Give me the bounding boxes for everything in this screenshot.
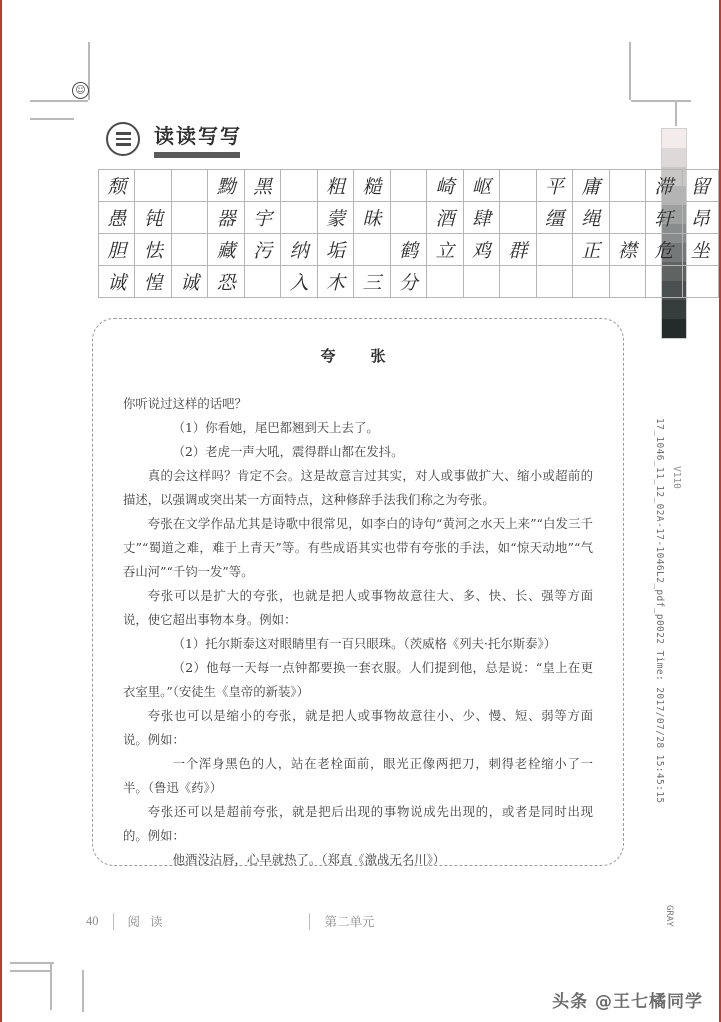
character-cell-empty — [135, 170, 171, 202]
list-lines-circle-icon — [106, 122, 140, 156]
article-paragraph: （1）托尔斯泰这对眼睛里有一百只眼珠。（茨威格《列夫·托尔斯泰》） — [172, 636, 557, 651]
character-cell-empty — [536, 266, 572, 298]
character-cell-empty — [244, 266, 280, 298]
crop-mark-bottom-left-vertical-2 — [82, 970, 84, 1012]
character-cell: 宇 — [244, 202, 280, 234]
article-paragraph: 夸张也可以是缩小的夸张，就是把人或事物故意往小、少、慢、短、弱等方面说。例如： — [123, 708, 593, 747]
character-cell: 污 — [244, 234, 280, 266]
character-cell-empty — [171, 170, 207, 202]
character-cell: 胆 — [99, 234, 135, 266]
crop-mark-top-right-vertical-2 — [675, 100, 677, 126]
character-cell: 襟 — [609, 234, 645, 266]
character-cell-empty — [500, 170, 536, 202]
article-paragraph: 夸张在文学作品尤其是诗歌中很常见，如李白的诗句“黄河之水天上来”“白发三千丈”“蜀道之难，难于上青天”等。有些成语其实也带有夸张的手法，如“惊天动地”“气吞山河”“千钧一发”等。 — [123, 516, 593, 579]
article-paragraph: 一个浑身黑色的人，站在老栓面前，眼光正像两把刀，刺得老栓缩小了一半。（鲁迅《药》） — [123, 756, 593, 795]
character-cell: 纳 — [281, 234, 317, 266]
article-paragraph: 夸张还可以是超前夸张，就是把后出现的事物说成先出现的，或者是同时出现的。例如： — [123, 804, 593, 843]
character-cell: 蒙 — [317, 202, 353, 234]
character-grid-row — [99, 202, 719, 234]
character-cell-empty — [682, 266, 719, 298]
article-paragraph: 夸张可以是扩大的夸张，也就是把人或事物故意往大、多、快、长、强等方面说，使它超出事物本身。例如： — [123, 588, 593, 627]
character-cell: 诚 — [99, 266, 135, 298]
character-cell: 滞 — [646, 170, 682, 202]
character-grid-row — [99, 266, 719, 298]
footer-divider-1 — [113, 913, 114, 930]
heading-underline-rule — [154, 152, 240, 158]
article-paragraph: 真的会这样吗？肯定不会。这是故意言过其实，对人或事做扩大、缩小或超前的描述，以强调或突出某一方面特点，这种修辞手法我们称之为夸张。 — [123, 468, 593, 507]
footer-divider-2 — [309, 913, 310, 930]
character-cell: 正 — [573, 234, 609, 266]
crop-mark-bottom-left-vertical — [50, 962, 52, 1010]
character-cell-empty — [609, 202, 645, 234]
crop-mark-top-left-horizontal — [30, 100, 88, 102]
character-cell: 惶 — [135, 266, 171, 298]
character-cell: 入 — [281, 266, 317, 298]
article-paragraph: 你听说过这样的话吧？ — [123, 396, 247, 411]
character-cell: 三 — [354, 266, 390, 298]
character-cell: 庸 — [573, 170, 609, 202]
character-cell: 黑 — [244, 170, 280, 202]
article-paragraph: （2）他每一天每一点钟都要换一套衣服。人们提到他，总是说：“皇上在更衣室里。”（安徒生《皇帝的新装》） — [123, 660, 593, 699]
character-cell-empty — [354, 234, 390, 266]
character-cell: 缰 — [536, 202, 572, 234]
character-cell: 鹤 — [390, 234, 426, 266]
character-cell: 群 — [500, 234, 536, 266]
crop-mark-top-left-horizontal-2 — [30, 118, 74, 120]
character-cell: 轩 — [646, 202, 682, 234]
footer-section-label: 阅 读 — [127, 914, 166, 929]
crop-mark-top-right-horizontal — [631, 100, 691, 102]
character-cell: 愚 — [99, 202, 135, 234]
character-cell-empty — [500, 266, 536, 298]
scan-metadata-version: V110 — [671, 466, 682, 489]
character-cell: 钝 — [135, 202, 171, 234]
character-cell: 颓 — [99, 170, 135, 202]
section-heading — [106, 120, 242, 158]
character-cell-empty — [463, 266, 499, 298]
article-paragraph: 他酒没沾唇，心早就热了。（郑直《激战无名川》） — [172, 852, 446, 867]
character-cell-empty — [609, 266, 645, 298]
character-cell: 平 — [536, 170, 572, 202]
character-cell: 黝 — [208, 170, 244, 202]
scan-metadata-id: 17_1046_11_12_02A-17-1046L2_pdf_p0022 Time: 2017/07/28 15:45:15 — [654, 418, 665, 804]
character-cell: 昂 — [682, 202, 719, 234]
character-cell-empty — [573, 266, 609, 298]
character-cell: 鸡 — [463, 234, 499, 266]
character-cell: 坐 — [682, 234, 719, 266]
character-cell: 崎 — [427, 170, 463, 202]
article-paragraph: （1）你看她，尾巴都翘到天上去了。 — [172, 420, 379, 435]
section-heading-label: 读读写写 — [154, 124, 242, 148]
character-cell: 酒 — [427, 202, 463, 234]
gray-patch-10 — [662, 319, 686, 338]
character-grid-row — [99, 170, 719, 202]
gray-patch-9 — [662, 300, 686, 319]
character-cell: 藏 — [208, 234, 244, 266]
article-body — [123, 392, 593, 872]
character-cell: 立 — [427, 234, 463, 266]
character-cell-empty — [171, 202, 207, 234]
character-cell: 怯 — [135, 234, 171, 266]
crop-mark-bottom-left-horizontal-3 — [10, 970, 50, 972]
watermark: 头条 @王七橘同学 — [552, 992, 703, 1012]
character-cell: 糙 — [354, 170, 390, 202]
gray-patch-0 — [662, 129, 686, 148]
character-cell: 岖 — [463, 170, 499, 202]
article-box — [92, 318, 624, 866]
character-cell-empty — [171, 234, 207, 266]
page-number: 40 — [86, 913, 99, 928]
article-paragraph: （2）老虎一声大吼，震得群山都在发抖。 — [172, 444, 404, 459]
crop-mark-bottom-left-horizontal — [10, 962, 54, 964]
character-cell-empty — [427, 266, 463, 298]
character-cell: 垢 — [317, 234, 353, 266]
character-cell: 器 — [208, 202, 244, 234]
article-title: 夸 张 — [320, 347, 396, 365]
smiley-face-icon: ☺ — [72, 82, 89, 99]
character-cell-empty — [500, 202, 536, 234]
character-cell: 昧 — [354, 202, 390, 234]
character-cell: 留 — [682, 170, 719, 202]
character-cell-empty — [390, 170, 426, 202]
page-footer — [86, 912, 375, 930]
character-cell-empty — [390, 202, 426, 234]
character-cell: 诚 — [171, 266, 207, 298]
gray-patch-1 — [662, 148, 686, 167]
character-cell: 绳 — [573, 202, 609, 234]
character-cell: 木 — [317, 266, 353, 298]
footer-unit-label: 第二单元 — [324, 914, 375, 929]
character-cell-empty — [646, 266, 682, 298]
scan-metadata-gray-label: GRAY — [664, 905, 674, 927]
character-grid-row — [99, 234, 719, 266]
character-cell-empty — [609, 170, 645, 202]
character-cell: 粗 — [317, 170, 353, 202]
character-cell: 分 — [390, 266, 426, 298]
character-cell: 肆 — [463, 202, 499, 234]
character-practice-grid — [98, 169, 719, 298]
character-cell: 危 — [646, 234, 682, 266]
character-cell: 恐 — [208, 266, 244, 298]
character-cell-empty — [536, 234, 572, 266]
crop-mark-top-right-vertical — [629, 42, 631, 100]
character-cell-empty — [281, 170, 317, 202]
character-cell-empty — [281, 202, 317, 234]
